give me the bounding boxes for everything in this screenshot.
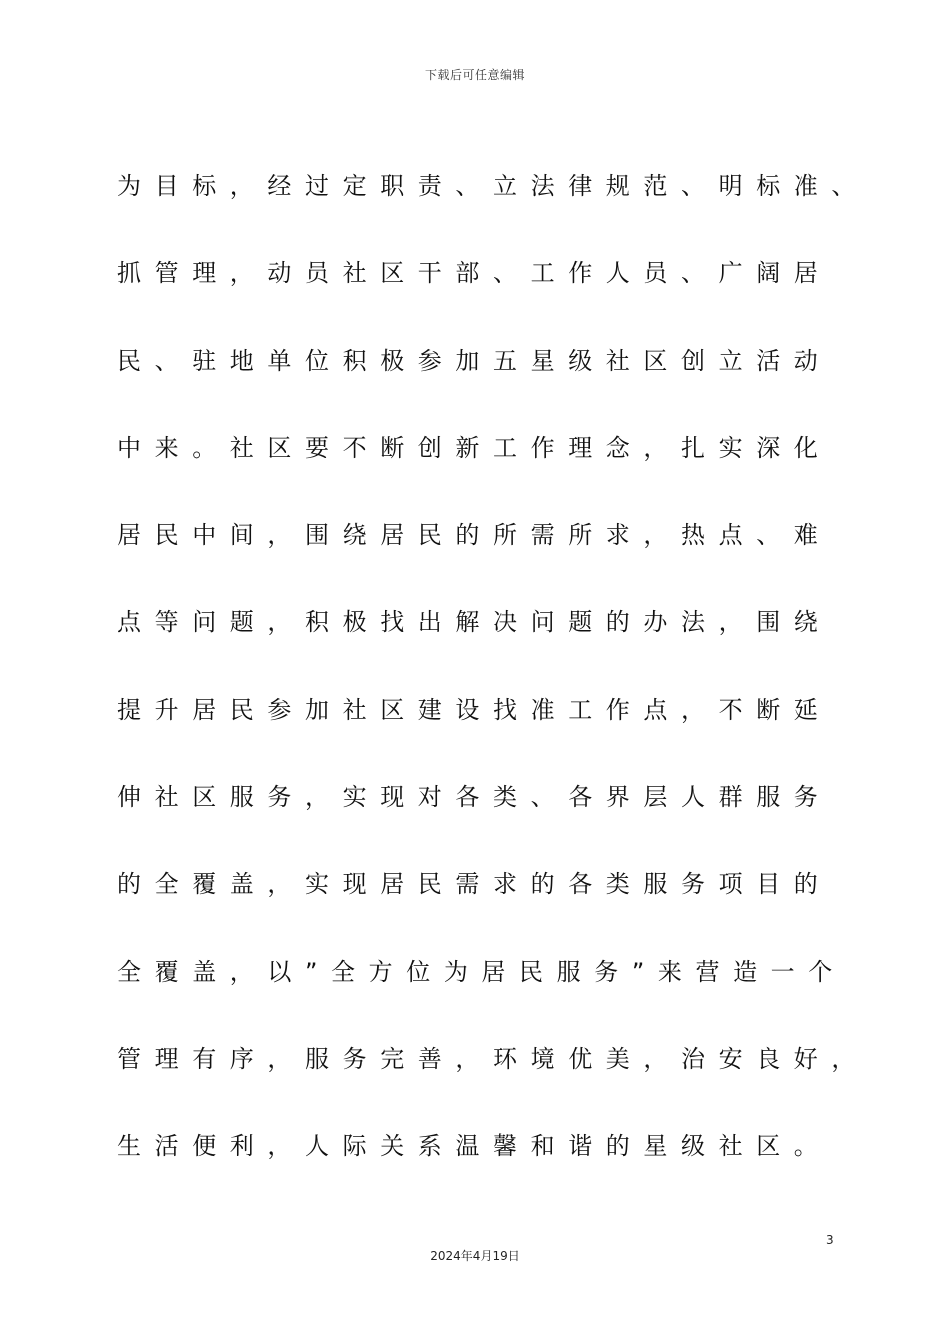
body-text (117, 160, 877, 1208)
page-footer-date: 2024年4月19日 (430, 1249, 520, 1263)
text-line: 居民中间，围绕居民的所需所求，热点、难 (117, 521, 832, 550)
page-header: 下载后可任意编辑 (424, 68, 525, 82)
text-line: 的全覆盖，实现居民需求的各类服务项目的 (117, 870, 832, 899)
text-line: 中来。社区要不断创新工作理念，扎实深化 (117, 433, 832, 462)
text-line: 提升居民参加社区建设找准工作点，不断延 (117, 695, 832, 724)
page-number: 3 (826, 1233, 834, 1247)
text-line: 抓管理，动员社区干部、工作人员、广阔居 (117, 259, 832, 288)
text-line: 伸社区服务，实现对各类、各界层人群服务 (117, 783, 832, 812)
text-line: 管理有序，服务完善，环境优美，治安良好， (117, 1044, 869, 1073)
text-line: 民、驻地单位积极参加五星级社区创立活动 (117, 346, 832, 375)
text-line: 点等问题，积极找出解决问题的办法，围绕 (117, 608, 832, 637)
text-line: 生活便利，人际关系温馨和谐的星级社区。 (117, 1132, 832, 1161)
text-line: 全覆盖，以”全方位为居民服务”来营造一个 (117, 957, 846, 986)
text-line: 为目标，经过定职责、立法律规范、明标准、 (117, 172, 869, 200)
